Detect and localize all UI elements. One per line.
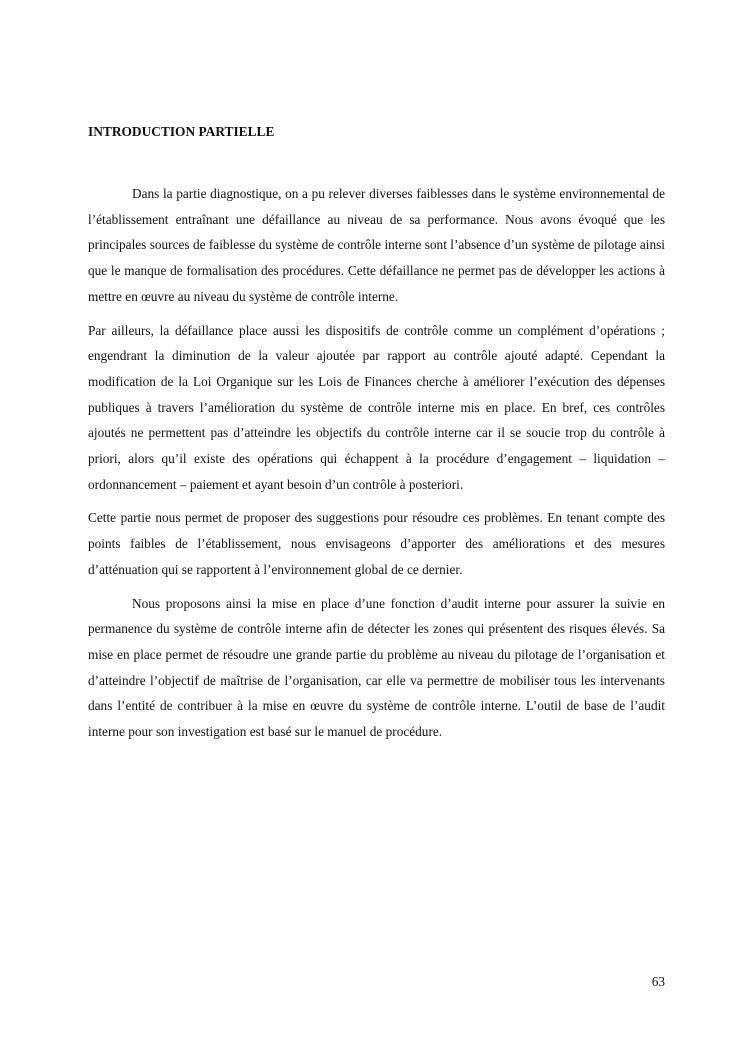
page-number: 63 [651,974,665,989]
section-heading: INTRODUCTION PARTIELLE [88,124,275,139]
body-text [88,181,665,745]
paragraph-4: Nous proposons ainsi la mise en place d’une fonction d’audit interne pour assurer la suivie en permanence du système de contrôle interne afin de détecter les zones qui présentent des risques élevés. Sa mise en place permet de résoudre une grande partie du problème au niveau du pilotage de l’organisation et d’atteindre l’objectif de maîtrise de l’organisation, car elle va permettre de mobiliser tous les intervenants dans l’entité de contribuer à la mise en œuvre du système de contrôle interne. L’outil de base de l’audit interne pour son investigation est basé sur le manuel de procédure. [88,595,665,740]
paragraph-1: Dans la partie diagnostique, on a pu relever diverses faiblesses dans le système environnemental de l’établissement entraînant une défaillance au niveau de sa performance. Nous avons évoqué que les principales sources de faiblesse du système de contrôle interne sont l’absence d’un système de pilotage ainsi que le manque de formalisation des procédures. Cette défaillance ne permet pas de développer les actions à mettre en œuvre au niveau du système de contrôle interne. [88,186,665,304]
paragraph-3: Cette partie nous permet de proposer des suggestions pour résoudre ces problèmes. En tenant compte des points faibles de l’établissement, nous envisageons d’apporter des améliorations et des mesures d’atténuation qui se rapportent à l’environnement global de ce dernier. [88,510,665,577]
paragraph-2: Par ailleurs, la défaillance place aussi les dispositifs de contrôle comme un complément d’opérations ; engendrant la diminution de la valeur ajoutée par rapport au contrôle ajouté adapté. Cependant la modification de la Loi Organique sur les Lois de Finances cherche à améliorer l’exécution des dépenses publiques à travers l’amélioration du système de contrôle interne mis en place. En bref, ces contrôles ajoutés ne permettent pas d’atteindre les objectifs du contrôle interne car il se soucie trop du contrôle à priori, alors qu’il existe des opérations qui échappent à la procédure d’engagement – liquidation – ordonnancement – paiement et ayant besoin d’un contrôle à posteriori. [88,322,665,492]
